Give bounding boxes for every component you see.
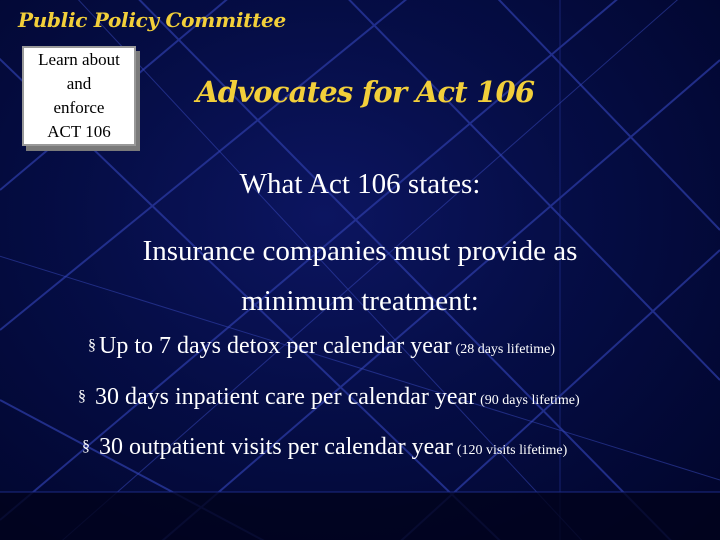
bullet-note: (120 visits lifetime) [456,443,568,458]
intro-line: Insurance companies must provide as [142,235,578,267]
intro-line: minimum treatment: [241,285,479,317]
bullet-text: 30 outpatient visits per calendar year [93,434,453,460]
side-note-line: and [66,74,92,93]
side-note-box [22,46,136,146]
bullet-note: (90 days lifetime) [480,393,580,408]
subheading: What Act 106 states: [239,168,481,200]
bullet-marker-icon: § [82,438,90,455]
side-note-text [38,48,120,144]
slide-title: Advocates for Act 106 [196,75,535,109]
side-note-line: ACT 106 [47,122,111,141]
bullet-marker-icon: § [78,388,86,405]
committee-title: Public Policy Committee [18,8,286,32]
bullet-marker-icon: § [88,337,96,354]
bullet-text: 30 days inpatient care per calendar year [89,384,477,410]
side-note-line: enforce [53,98,105,117]
side-note-line: Learn about [38,50,120,69]
intro-text [0,226,720,326]
bullet-text: Up to 7 days detox per calendar year [99,333,452,359]
bullet-note: (28 days lifetime) [455,342,556,357]
